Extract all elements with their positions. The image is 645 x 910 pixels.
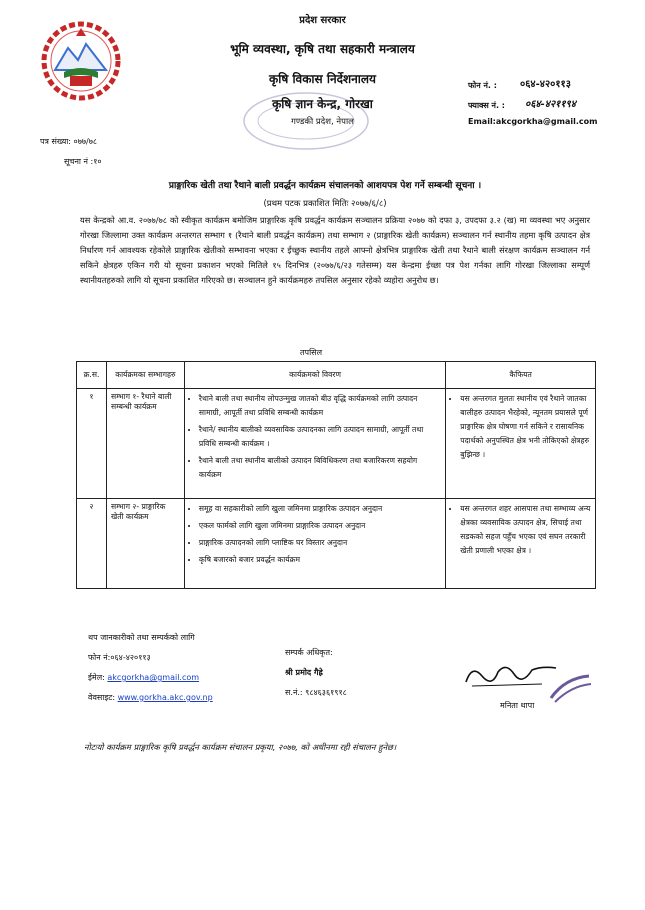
header-remarks: कैफियत bbox=[446, 362, 596, 389]
signatory-name: मनिता थापा bbox=[500, 701, 535, 710]
fax-label: फ्याक्स नं. : bbox=[468, 101, 505, 110]
detail-item: • प्राङ्गारिक उत्पादनको लागि प्लाष्टिक घर विस्तार अनुदान bbox=[199, 536, 441, 550]
table-row bbox=[77, 389, 596, 499]
header-office: कृषि ज्ञान केन्द्र, गोरखा bbox=[272, 97, 373, 111]
notice-subtitle: (प्रथम पटक प्रकाशित मितिः २०७७/६/८) bbox=[263, 199, 387, 209]
cell-program: सम्भाग १- रैथाने बाली सम्बन्धी कार्यक्रम bbox=[106, 389, 184, 499]
footer-email-label: ईमेल: bbox=[88, 673, 105, 682]
notice-body: यस केन्द्रको आ.व. २०७७/७८ को स्वीकृत कार्यक्रम बमोजिम प्राङ्गारिक कृषि प्रवर्द्धन कार्यक्रम सञ्चालन प्रक्रिया २०७७ को दफा ३, उपदफा ३.२ (ख) मा व्यवस्था भए अनुसार गोरखा जिल्लामा उक्त कार्यक्रम अन्तरगत सम्भाग १ (रैथाने बाली प्रवर्द्धन कार्यक्रम) तथा सम्भाग २ (प्राङ्गारिक खेती कार्यक्रम) सञ्चालन गर्न स्थानीय तहमा कृषि उत्पादन क्षेत्र निर्धारण गर्न आवश्यक रहेकोले प्राङ्गारिक खेतीको सम्भावना भएका र ईच्छुक स्थानीय तहले आफ्नो क्षेत्रभित्र प्राङ्गारिक खेती तथा रैथाने बाली संरक्षण कार्यक्रम सञ्चालन गर्न सकिने क्षेत्रहरु एकिन गरी यो सूचना प्रकाशन भएको मितिले १५ दिनभित्र (२०७७/६/२३ गतेसम्म) यस केन्द्रमा ईच्छा पत्र पेश गर्नका लागि गोरखा जिल्लाका सम्पूर्ण स्थानीयतहरुको लागि यो सूचना प्रकाशित गरिएको छ। सञ्चालन हुने कार्यक्रमहरु तपसिल अनुसार रहेको व्यहोरा अनुरोध छ। bbox=[80, 215, 590, 285]
detail-item: • समूह वा सहकारीको लागि खुला जमिनमा प्राङ्गारिक उत्पादन अनुदान bbox=[199, 502, 441, 516]
footer-web-row bbox=[88, 692, 213, 704]
footer-contact-heading: थप जानकारीको तथा सम्पर्कको लागि bbox=[88, 633, 195, 642]
footer-email-row bbox=[88, 672, 199, 684]
detail-item: • रैथाने बाली तथा स्थानीय लोपउन्मुख जातको बीउ वृद्धि कार्यक्रमको लागि उत्पादन सामाग्री, आपूर्ती तथा प्रविधि सम्बन्धी कार्यक्रम bbox=[199, 392, 441, 420]
detail-item: • रैथाने बाली तथा स्थानीय बालीको उत्पादन बिविधिकरण तथा बजारिकरण सहयोग कार्यक्रम bbox=[199, 454, 441, 482]
footer-web-link[interactable]: www.gorkha.akc.gov.np bbox=[117, 693, 213, 702]
program-table bbox=[76, 361, 596, 589]
office-stamp bbox=[236, 86, 376, 156]
header-line1: प्रदेश सरकार bbox=[299, 15, 346, 26]
cell-sn: २ bbox=[77, 499, 107, 589]
phone-label: फोन नं. : bbox=[468, 81, 497, 90]
footer-email-link[interactable]: akcgorkha@gmail.com bbox=[107, 673, 200, 682]
header-details: कार्यक्रमको विवरण bbox=[184, 362, 445, 389]
table-header-row bbox=[77, 362, 596, 389]
cell-sn: १ bbox=[77, 389, 107, 499]
footer-phone: फोन नं:०६४-४२०११३ bbox=[88, 653, 151, 662]
suchana-number: सूचना नं :१० bbox=[64, 157, 102, 166]
header-program: कार्यक्रमका सम्भागहरु bbox=[106, 362, 184, 389]
remark-item: • यस अन्तरगत मुलतः स्थानीय एवं रैथाने जातका बालीहरु उत्पादन भैरहेको, न्यूनतम प्रयासले पूर्ण प्राङ्गारिक क्षेत्र घोषणा गर्न सकिने र रासायनिक पदार्थको अनुपस्थित क्षेत्र भनी तोकिएको क्षेत्रहरु बुझिन्छ । bbox=[460, 392, 591, 462]
footer-web-label: वेवसाइट: bbox=[88, 693, 116, 702]
header-directorate: कृषि विकास निर्देशनालय bbox=[269, 72, 376, 86]
footnote: नोटःयो कार्यक्रम प्राङ्गारिक कृषि प्रवर्द्धन कार्यक्रम संचालन प्रकृया, २०७७, को अधीनमा रही संचालन हुनेछ। bbox=[84, 742, 397, 752]
nepal-emblem bbox=[40, 20, 122, 102]
remark-item: • यस अन्तरगत शहर आसपास तथा सम्भाव्य अन्य क्षेत्रका व्यवसायिक उत्पादन क्षेत्र, सिचाई तथा सडकको सहज पहुँच भएका एवं सघन तरकारी खेती प्रणाली भएका क्षेत्र । bbox=[460, 502, 591, 558]
header-province: गण्डकी प्रदेश, नेपाल bbox=[291, 117, 354, 127]
cell-remarks bbox=[446, 499, 596, 589]
officer-mobile: स.नं.: ९८४६३६१९१८ bbox=[285, 688, 347, 697]
email-header: Email:akcgorkha@gmail.com bbox=[468, 117, 598, 126]
table-row bbox=[77, 499, 596, 589]
officer-heading: सम्पर्क अधिकृत: bbox=[285, 648, 333, 657]
cell-remarks bbox=[446, 389, 596, 499]
header-sn: क्र.स. bbox=[77, 362, 107, 389]
table-caption: तपसिल bbox=[300, 348, 323, 357]
fax-value: ०६४-४२११९४ bbox=[525, 99, 576, 110]
patra-sankhya: पत्र संख्या: ०७७/७८ bbox=[40, 137, 98, 146]
detail-item: • एकल फार्मको लागि खुला जमिनमा प्राङ्गारिक उत्पादन अनुदान bbox=[199, 519, 441, 533]
detail-item: • रैथाने/ स्थानीय बालीको व्यवसायिक उत्पादनका लागि उत्पादन सामाग्री, आपूर्ती तथा प्रविधि सम्बन्धी कार्यक्रम । bbox=[199, 423, 441, 451]
cell-details bbox=[184, 389, 445, 499]
detail-item: • कृषि बजारको बजार प्रवर्द्धन कार्यक्रम bbox=[199, 553, 441, 567]
cell-details bbox=[184, 499, 445, 589]
signature-stamp bbox=[545, 668, 595, 708]
officer-name: श्री प्रमोद गैह्रे bbox=[285, 668, 323, 677]
header-ministry: भूमि व्यवस्था, कृषि तथा सहकारी मन्त्रालय bbox=[230, 42, 415, 56]
notice-title: प्राङ्गारिक खेती तथा रैथाने बाली प्रवर्द्धन कार्यक्रम संचालनको आशयपत्र पेश गर्ने सम्बन्धी सूचना । bbox=[168, 181, 482, 191]
cell-program: सम्भाग २- प्राङ्गारिक खेती कार्यक्रम bbox=[106, 499, 184, 589]
phone-value: ०६४-४२०११३ bbox=[520, 79, 571, 90]
